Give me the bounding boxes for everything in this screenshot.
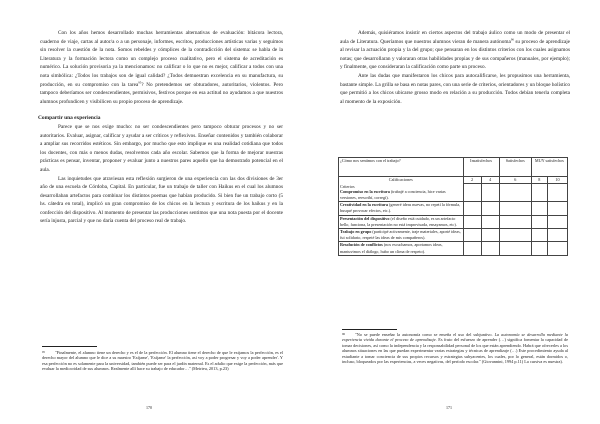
- grade-6: 6: [499, 177, 531, 184]
- cell[interactable]: [499, 184, 531, 202]
- cell[interactable]: [547, 215, 567, 228]
- grade-8: 8: [531, 177, 547, 184]
- cell[interactable]: [481, 202, 499, 215]
- footnote-ref[interactable]: 95: [138, 79, 142, 84]
- footnote-text: "No se puede enseñar la autonomía como se enseña el uso del subjuntivo.: [355, 332, 495, 337]
- footnote-divider: [342, 329, 397, 330]
- footnote: [42, 350, 283, 372]
- criterion-title: Trabajo en grupo: [340, 228, 372, 234]
- footnote-italic: La autonomía se desarrolla mediante la experiencia vivida durante el proceso de aprendizaje.: [342, 332, 568, 343]
- cell[interactable]: [463, 215, 481, 228]
- group-satisfechos: Satisfechos: [499, 158, 531, 177]
- table-title: ¿Cómo nos sentimos con el trabajo?: [339, 158, 464, 177]
- criterion: [339, 215, 464, 228]
- cell[interactable]: [481, 228, 499, 241]
- grades-row: [339, 177, 568, 184]
- criterion-title: Creatividad en la escritura: [340, 202, 388, 208]
- cell[interactable]: [531, 184, 547, 202]
- footnote-number: 96: [342, 332, 345, 336]
- right-page: [300, 0, 600, 424]
- self-assessment-table: [338, 157, 568, 256]
- grade-2: 2: [463, 177, 481, 184]
- page-number: 170: [146, 405, 152, 410]
- paragraph-text: Con los años hemos desarrollado muchas herramientas alternativas de evaluación: bitácora lectora, cuaderno de viaje, cartas al autor/a o a un personaje, informes, escritos, producciones artísticas varias y seguimos sin resolver la cuestión de la nota. Somos rebeldes y cómplices de la contradicción del sistema: se habla de la Literatura y la formación lectora como un complejo proceso cualitativo, pero el sistema de acreditación es numérico. La solución provisoria ya la mencionamos: no calificar o lo que no es mejor, calificar a todos con una nota simbólica: ¿Todos los trabajos son de igual calidad? ¿Todos demuestran excelencia en su manufactura, su producción, en su compromiso con la tarea: [40, 30, 283, 88]
- footnote: [342, 332, 568, 364]
- cell[interactable]: [547, 242, 567, 255]
- cell[interactable]: [481, 242, 499, 255]
- cell[interactable]: [531, 215, 547, 228]
- page-number: 171: [446, 405, 452, 410]
- criterion-title: Presentación del dispositivo: [340, 215, 390, 221]
- criterion: [339, 202, 464, 215]
- cell[interactable]: [531, 202, 547, 215]
- table-row: [339, 215, 568, 228]
- paragraph: [40, 29, 283, 106]
- cell[interactable]: [481, 215, 499, 228]
- paragraph: [340, 29, 570, 72]
- cell[interactable]: [463, 184, 481, 202]
- footnote-text: Es fruto del esfuerzo de aprender (…) significa fomentar la capacidad de tomar decisiones, así como la independencia y la responsabilidad personal de los que están aprendiendo. Habrá que ofrecerles a los alumnos situaciones en las que puedan experimentar varias estrategias y técnicas de aprendizaje (…) Este procedimiento ayuda al estudiante a tomar conciencia de sus propios recursos y estrategias subyacentes, los cuales, por lo general, están dormidos o, incluso, bloqueados por las experiencias, a veces negativas, del período escolar." (Giovannini, 1994 p.11) La cursiva es nuestra).: [342, 337, 568, 365]
- table-header-row: [339, 158, 568, 177]
- cell[interactable]: [547, 202, 567, 215]
- paragraph: Parece que se nos exige mucho: no ser condescendientes pero tampoco obturar procesos y no ser autoritarios. Evaluar, asignar, calificar y ayudar a ser críticos y reflexivos. Enseñar contenidos y también colaborar a ampliar sus recorridos estéticos. Sin embargo, por mucho que esto implique es una realidad cotidiana que todos los docentes, con más o menos dudas, resolvemos cada año escolar. Sabemos que la forma de mejorar nuestras prácticas es pensar, inventar, proponer y evaluar junto a nuestros pares aquello que ha demostrado potencial en el aula.: [40, 123, 283, 173]
- paragraph-text: ? No pretendemos ser obturadores, autoritarios, violentos. Pero tampoco deberíamos ser condescendientes, permisivos, festivos porque en esa actitud no ayudamos a que nuestros alumnos profundicen y visibilicen su propio proceso de aprendizaje.: [40, 81, 283, 105]
- criteria-label: Criterios: [339, 184, 464, 189]
- cell[interactable]: [547, 228, 567, 241]
- cell[interactable]: [547, 184, 567, 202]
- criterion-desc: (generé ideas nuevas, no repetí la fórmula, busqué provocar efectos, etc.).: [340, 202, 461, 214]
- table-row: [339, 228, 568, 241]
- table-row: [339, 242, 568, 255]
- cell[interactable]: [531, 242, 547, 255]
- criterion-desc: (trabajé a conciencia, hice varias versiones, reescribí, corregí).: [340, 188, 446, 200]
- criterion: [339, 242, 464, 255]
- paragraph-text: Además, quisiéramos insistir en ciertos aspectos del trabajo áulico como un modo de presentar el aula de Literatura. Queríamos que nuestros alumnos vieran de manera autónoma: [340, 30, 570, 45]
- table-row: [339, 202, 568, 215]
- right-body: [340, 29, 570, 106]
- grade-10: 10: [547, 177, 567, 184]
- footnote-text: "Finalmente, el alumno tiene un derecho y es el de la perfección. El alumno tiene el derecho de que le exijamos la perfección, es el derecho mayor del alumno que le dice a su maestro 'Exíjame', 'Exíjame' la perfección, así voy a poder progresar y voy a poder aprender'. Y esa perfección no es solamente para la universidad, también puede ser para el jardín maternal. Es el adulto que exige la perfección, más que evaluar la mediocridad de sus alumnos. Realmente allí hace su trabajo de educador…" (Meirieu, 2013, p.23): [42, 350, 283, 372]
- paragraph: Ante las dudas que manifestaron los chicos para autocalificarse, les propusimos una herramienta, bastante simple. La grilla se basa en notas pares, con una serie de criterios, orientadores y un bloque holístico que permitió a los chicos ubicarse grosso modo en relación a su producción. Todos debían tenerla completa al momento de la exposición.: [340, 72, 570, 105]
- paragraph: Las inquietudes que atraviesan esta reflexión surgieron de una experiencia con las dos divisiones de 3er año de una escuela de Córdoba, Capital. En particular, fue un trabajo de taller con Haikus en el cual los alumnos desarrollaban artefactos para combinar los distintos poemas que habían producido. Si bien fue un trabajo corto (5 hs. cátedra en total), implicó un gran compromiso de los chicos en la lectura y escritura de los haikus y en la confección del dispositivo. Al momento de presentar las producciones sentimos que una nota puesta por el docente sería injusta, parcial y que no daría cuenta del proceso real de trabajo.: [40, 175, 283, 225]
- cell[interactable]: [499, 202, 531, 215]
- cell[interactable]: [499, 242, 531, 255]
- criterion-desc: (el diseño está cuidado, es un artefacto bello, funciona, la presentación no está improvisada, ensayamos, etc).: [340, 215, 457, 227]
- paragraph-text: su proceso de aprendizaje al revisar la actuación propia y la del grupo; que pensaran en los distintos criterios con los cuales asignamos notas; que desarrollaran y valoraran otras habilidades propias y de sus compañeros (manuales, por ejemplo); y finalmente, que consideraran la calificación como parte un proceso.: [340, 38, 570, 71]
- criterion: [339, 189, 464, 202]
- section-title: Compartir una experiencia: [38, 115, 101, 122]
- cell[interactable]: [481, 184, 499, 202]
- criterion-desc: (participé activamente, traje materiales, aporté ideas, fui solidario, respeté las ideas de mis compañeros).: [340, 228, 461, 241]
- criterion: [339, 228, 464, 241]
- left-body: [40, 29, 283, 226]
- criterion-desc: (nos escuchamos, aportamos ideas, mantuvimos el diálogo, hubo un clima de respeto).: [340, 242, 443, 254]
- criterion-title: Resolución de conflictos: [340, 242, 383, 248]
- footnote-number: 95: [42, 350, 45, 354]
- group-insatisfechos: Insatisfechos: [463, 158, 499, 177]
- grades-label: Calificaciones: [339, 177, 464, 184]
- cell[interactable]: [499, 228, 531, 241]
- cell[interactable]: [499, 215, 531, 228]
- cell[interactable]: [463, 228, 481, 241]
- group-muy-satisfechos: MUY satisfechos: [531, 158, 567, 177]
- cell[interactable]: [463, 242, 481, 255]
- footnote-divider: [42, 346, 97, 347]
- cell[interactable]: [463, 202, 481, 215]
- grade-4: 4: [481, 177, 499, 184]
- criterion-title: Compromiso en la escritura: [340, 188, 390, 194]
- cell[interactable]: [531, 228, 547, 241]
- footnote-ref[interactable]: 96: [510, 36, 514, 41]
